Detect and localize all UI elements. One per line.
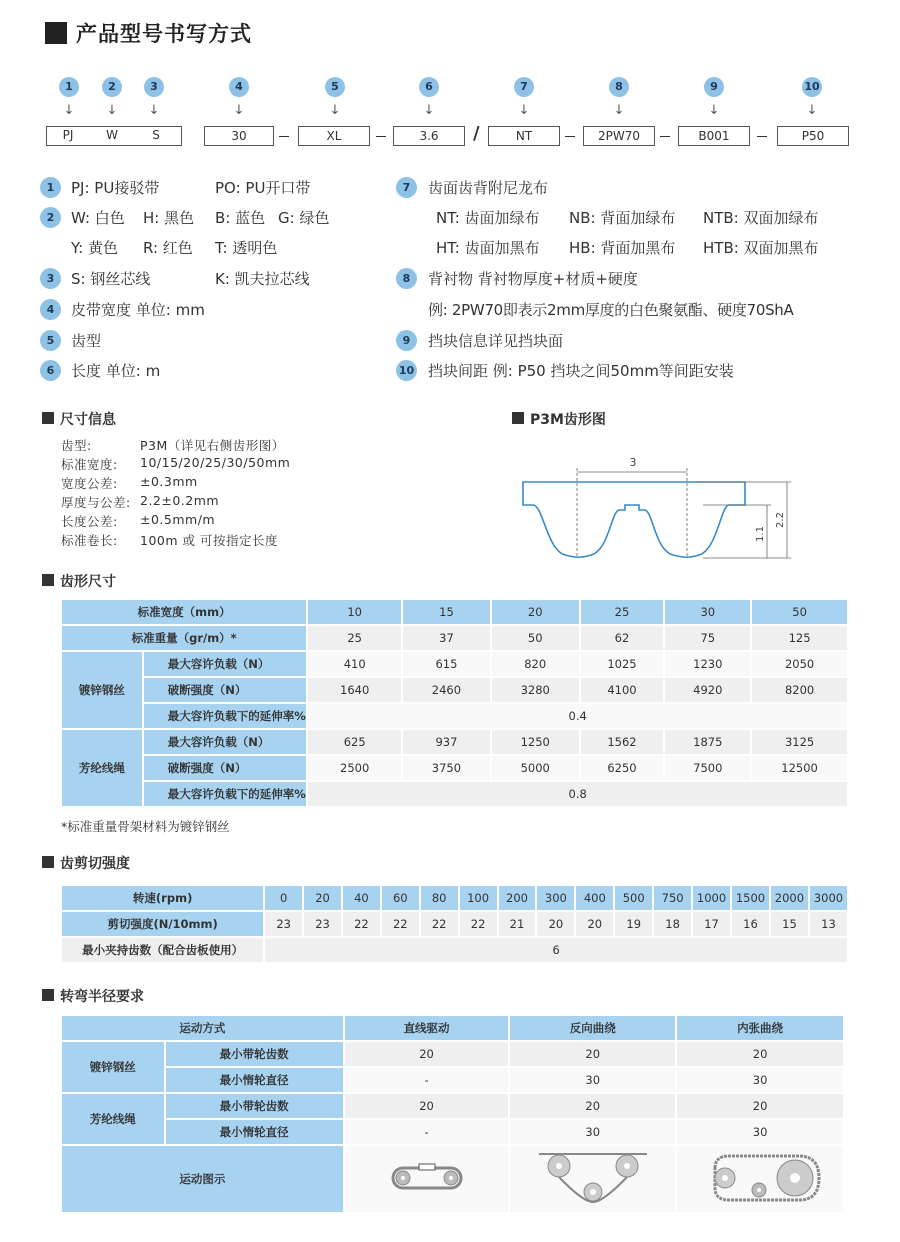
legend-2e: Y: 黄色: [71, 239, 118, 257]
weight-note: *标准重量骨架材料为镀锌钢丝: [61, 819, 230, 834]
legend-9: 挡块信息详见挡块面: [428, 332, 564, 350]
section-square: [512, 412, 524, 424]
spec-key: 长度公差:: [61, 514, 118, 529]
table-cell: 2460: [402, 677, 491, 703]
reverse-bend-diagram: [509, 1145, 676, 1213]
code-number-3: 3: [144, 77, 164, 97]
weight-cell: 125: [751, 625, 848, 651]
inner-tension-diagram: [676, 1145, 844, 1213]
legend-2a: W: 白色: [71, 209, 125, 227]
code-box-length: 3.6: [393, 126, 465, 146]
legend-1b: PO: PU开口带: [215, 179, 311, 197]
tooth-profile-diagram: [515, 450, 805, 570]
table-cell: 4920: [664, 677, 751, 703]
strength-cell: 19: [614, 911, 653, 937]
table-row: [61, 1015, 844, 1041]
table-cell: 20: [344, 1093, 510, 1119]
min-teeth-cell: 6: [264, 937, 848, 963]
weight-cell: 62: [580, 625, 665, 651]
code-box-pitch: P50: [777, 126, 849, 146]
table-cell: 3280: [491, 677, 580, 703]
weight-cell: 37: [402, 625, 491, 651]
table-cell: 820: [491, 651, 580, 677]
speed-cell: 500: [614, 885, 653, 911]
spec-value: 100m 或 可按指定长度: [140, 533, 278, 548]
width-cell: 20: [491, 599, 580, 625]
table-row: [61, 755, 848, 781]
table-cell: 3750: [402, 755, 491, 781]
legend-badge-6: 6: [40, 360, 61, 381]
legend-2c: B: 蓝色: [215, 209, 266, 227]
legend-3a: S: 钢丝芯线: [71, 270, 151, 288]
table-row: [61, 1041, 844, 1067]
legend-3b: K: 凯夫拉芯线: [215, 270, 310, 288]
strength-cell: 22: [420, 911, 459, 937]
code-number-2: 2: [102, 77, 122, 97]
table-row: [61, 781, 848, 807]
table-row: [61, 677, 848, 703]
arrow-down-icon: ↓: [518, 103, 530, 118]
speed-cell: 20: [303, 885, 342, 911]
kevlar-group-label: 芳纶线绳: [61, 1093, 165, 1145]
legend-5: 齿型: [71, 332, 102, 350]
table-cell: 2500: [307, 755, 402, 781]
legend-badge-8: 8: [396, 268, 417, 289]
code-box-block: B001: [678, 126, 750, 146]
table-cell: 625: [307, 729, 402, 755]
legend-7b: NB: 背面加绿布: [569, 209, 676, 227]
speed-cell: 0: [264, 885, 303, 911]
elong-label: 最大容许负载下的延伸率%: [143, 703, 308, 729]
table-row: [61, 1145, 844, 1213]
spec-key: 宽度公差:: [61, 476, 118, 491]
steel-group-label: 镀锌钢丝: [61, 651, 143, 729]
max-load-label: 最大容许负载（N）: [143, 729, 308, 755]
legend-1a: PJ: PU接驳带: [71, 179, 160, 197]
shear-table: [60, 884, 849, 964]
table-cell: 20: [676, 1093, 844, 1119]
section-square: [42, 989, 54, 1001]
legend-badge-10: 10: [396, 360, 417, 381]
table-row: [61, 703, 848, 729]
table-cell: 1250: [491, 729, 580, 755]
strength-cell: 23: [303, 911, 342, 937]
speed-cell: 60: [381, 885, 420, 911]
dash-separator: [376, 136, 386, 137]
arrow-down-icon: ↓: [613, 103, 625, 118]
table-cell: 20: [509, 1093, 676, 1119]
weight-cell: 75: [664, 625, 751, 651]
tooth-size-title: 齿形尺寸: [60, 574, 116, 590]
strength-cell: 20: [536, 911, 575, 937]
speed-cell: 1500: [731, 885, 770, 911]
legend-2g: T: 透明色: [215, 239, 278, 257]
tooth-size-table: [60, 598, 849, 808]
weight-cell: 25: [307, 625, 402, 651]
speed-label: 转速(rpm): [61, 885, 264, 911]
col-header: 反向曲绕: [509, 1015, 676, 1041]
speed-cell: 2000: [770, 885, 809, 911]
legend-2f: R: 红色: [143, 239, 193, 257]
legend-badge-5: 5: [40, 330, 61, 351]
code-box-s: S: [152, 128, 160, 142]
spec-value: 2.2±0.2mm: [140, 493, 220, 508]
h1-label: 1.1: [755, 526, 766, 542]
strength-cell: 18: [653, 911, 692, 937]
code-number-5: 5: [325, 77, 345, 97]
min-idler-label: 最小惰轮直径: [165, 1119, 344, 1145]
strength-cell: 13: [809, 911, 848, 937]
legend-2b: H: 黑色: [143, 209, 195, 227]
code-box-backing: 2PW70: [583, 126, 655, 146]
break-label: 破断强度（N）: [143, 677, 308, 703]
speed-cell: 400: [575, 885, 614, 911]
legend-2d: G: 绿色: [278, 209, 330, 227]
min-idler-label: 最小惰轮直径: [165, 1067, 344, 1093]
table-cell: 20: [509, 1041, 676, 1067]
code-box-w: W: [106, 128, 118, 142]
legend-badge-1: 1: [40, 177, 61, 198]
table-row: [61, 651, 848, 677]
table-cell: 4100: [580, 677, 665, 703]
speed-cell: 100: [459, 885, 498, 911]
code-number-9: 9: [704, 77, 724, 97]
table-cell: 1640: [307, 677, 402, 703]
speed-cell: 80: [420, 885, 459, 911]
strength-label: 剪切强度(N/10mm): [61, 911, 264, 937]
min-teeth-label: 最小带轮齿数: [165, 1093, 344, 1119]
arrow-down-icon: ↓: [148, 103, 160, 118]
slash-separator: /: [473, 123, 480, 144]
strength-cell: 22: [342, 911, 381, 937]
dash-separator: [757, 136, 767, 137]
arrow-down-icon: ↓: [106, 103, 118, 118]
table-row: [61, 911, 848, 937]
min-teeth-label: 最小夹持齿数（配合齿板使用）: [61, 937, 264, 963]
table-cell: 7500: [664, 755, 751, 781]
table-row: [61, 599, 848, 625]
legend-8a: 例: 2PW70即表示2mm厚度的白色聚氨酯、硬度70ShA: [428, 301, 794, 319]
table-cell: 5000: [491, 755, 580, 781]
dash-separator: [565, 136, 575, 137]
table-cell: 410: [307, 651, 402, 677]
code-number-8: 8: [609, 77, 629, 97]
weight-cell: 50: [491, 625, 580, 651]
legend-badge-2: 2: [40, 207, 61, 228]
spec-key: 齿型:: [61, 438, 92, 453]
spec-key: 厚度与公差:: [61, 495, 131, 510]
legend-7f: HTB: 双面加黑布: [703, 239, 819, 257]
spec-value: ±0.5mm/m: [140, 512, 216, 527]
pitch-label: 3: [629, 456, 637, 469]
table-row: [61, 885, 848, 911]
spec-value: ±0.3mm: [140, 474, 198, 489]
legend-7e: HB: 背面加黑布: [569, 239, 676, 257]
code-number-7: 7: [514, 77, 534, 97]
width-cell: 15: [402, 599, 491, 625]
speed-cell: 40: [342, 885, 381, 911]
code-box-pj: PJ: [62, 128, 74, 142]
table-cell: 3125: [751, 729, 848, 755]
steel-group-label: 镀锌钢丝: [61, 1041, 165, 1093]
code-box-tooth: XL: [298, 126, 370, 146]
arrow-down-icon: ↓: [423, 103, 435, 118]
legend-7c: NTB: 双面加绿布: [703, 209, 819, 227]
table-cell: 6250: [580, 755, 665, 781]
spec-value: 10/15/20/25/30/50mm: [140, 455, 291, 470]
strength-cell: 22: [381, 911, 420, 937]
code-number-1: 1: [59, 77, 79, 97]
dash-separator: [660, 136, 670, 137]
arrow-down-icon: ↓: [233, 103, 245, 118]
title-square: [45, 22, 67, 44]
section-square: [42, 412, 54, 424]
strength-cell: 16: [731, 911, 770, 937]
table-cell: 937: [402, 729, 491, 755]
table-row: [61, 1119, 844, 1145]
kevlar-group-label: 芳纶线绳: [61, 729, 143, 807]
table-cell: 20: [344, 1041, 510, 1067]
table-cell: 0.8: [307, 781, 848, 807]
shear-title: 齿剪切强度: [60, 856, 130, 872]
width-cell: 30: [664, 599, 751, 625]
spec-value: P3M（详见右侧齿形图）: [140, 438, 285, 453]
profile-title: P3M齿形图: [530, 412, 606, 428]
bend-title: 转弯半径要求: [60, 989, 144, 1005]
legend-7d: HT: 齿面加黑布: [436, 239, 540, 257]
motion-label: 运动方式: [61, 1015, 344, 1041]
legend-badge-7: 7: [396, 177, 417, 198]
table-cell: 30: [509, 1067, 676, 1093]
legend-badge-3: 3: [40, 268, 61, 289]
table-cell: 1230: [664, 651, 751, 677]
code-box-width: 30: [204, 126, 274, 146]
table-cell: 20: [676, 1041, 844, 1067]
code-box-nylon: NT: [488, 126, 560, 146]
code-number-4: 4: [229, 77, 249, 97]
legend-badge-9: 9: [396, 330, 417, 351]
std-width-label: 标准宽度（mm）: [61, 599, 307, 625]
section-square: [42, 574, 54, 586]
legend-10: 挡块间距 例: P50 挡块之间50mm等间距安装: [428, 362, 734, 380]
table-cell: 1025: [580, 651, 665, 677]
strength-cell: 21: [498, 911, 537, 937]
inner-tension-icon: [695, 1148, 825, 1208]
arrow-down-icon: ↓: [329, 103, 341, 118]
size-info-title: 尺寸信息: [60, 412, 116, 428]
code-number-6: 6: [419, 77, 439, 97]
section-square: [42, 856, 54, 868]
h2-label: 2.2: [775, 512, 786, 528]
table-row: [61, 937, 848, 963]
spec-key: 标准宽度:: [61, 457, 118, 472]
max-load-label: 最大容许负载（N）: [143, 651, 308, 677]
table-cell: 30: [676, 1067, 844, 1093]
legend-8: 背衬物 背衬物厚度+材质+硬度: [428, 270, 638, 288]
arrow-down-icon: ↓: [806, 103, 818, 118]
bend-table: [60, 1014, 845, 1214]
table-cell: 8200: [751, 677, 848, 703]
speed-cell: 3000: [809, 885, 848, 911]
table-cell: -: [344, 1119, 510, 1145]
width-cell: 25: [580, 599, 665, 625]
linear-drive-diagram: [344, 1145, 510, 1213]
legend-4: 皮带宽度 单位: mm: [71, 301, 205, 319]
table-row: [61, 1093, 844, 1119]
spec-key: 标准卷长:: [61, 533, 118, 548]
elong-label: 最大容许负载下的延伸率%: [143, 781, 308, 807]
speed-cell: 200: [498, 885, 537, 911]
arrow-down-icon: ↓: [63, 103, 75, 118]
legend-6: 长度 单位: m: [71, 362, 161, 380]
width-cell: 50: [751, 599, 848, 625]
diagram-label: 运动图示: [61, 1145, 344, 1213]
table-cell: 2050: [751, 651, 848, 677]
min-teeth-label: 最小带轮齿数: [165, 1041, 344, 1067]
table-cell: 1562: [580, 729, 665, 755]
col-header: 内张曲绕: [676, 1015, 844, 1041]
table-cell: 30: [509, 1119, 676, 1145]
table-row: [61, 1067, 844, 1093]
table-row: [61, 625, 848, 651]
speed-cell: 1000: [692, 885, 731, 911]
strength-cell: 23: [264, 911, 303, 937]
arrow-down-icon: ↓: [708, 103, 720, 118]
speed-cell: 750: [653, 885, 692, 911]
table-cell: 12500: [751, 755, 848, 781]
strength-cell: 17: [692, 911, 731, 937]
code-number-10: 10: [802, 77, 822, 97]
reverse-bend-icon: [533, 1148, 653, 1208]
legend-badge-4: 4: [40, 299, 61, 320]
col-header: 直线驱动: [344, 1015, 510, 1041]
dash-separator: [279, 136, 289, 137]
table-cell: 30: [676, 1119, 844, 1145]
table-cell: 615: [402, 651, 491, 677]
page-title: 产品型号书写方式: [76, 22, 252, 46]
width-cell: 10: [307, 599, 402, 625]
std-weight-label: 标准重量（gr/m）*: [61, 625, 307, 651]
legend-7: 齿面齿背附尼龙布: [428, 179, 549, 197]
table-cell: -: [344, 1067, 510, 1093]
strength-cell: 15: [770, 911, 809, 937]
table-cell: 0.4: [307, 703, 848, 729]
speed-cell: 300: [536, 885, 575, 911]
table-cell: 1875: [664, 729, 751, 755]
linear-drive-icon: [387, 1158, 467, 1198]
legend-7a: NT: 齿面加绿布: [436, 209, 540, 227]
table-row: [61, 729, 848, 755]
strength-cell: 20: [575, 911, 614, 937]
strength-cell: 22: [459, 911, 498, 937]
break-label: 破断强度（N）: [143, 755, 308, 781]
